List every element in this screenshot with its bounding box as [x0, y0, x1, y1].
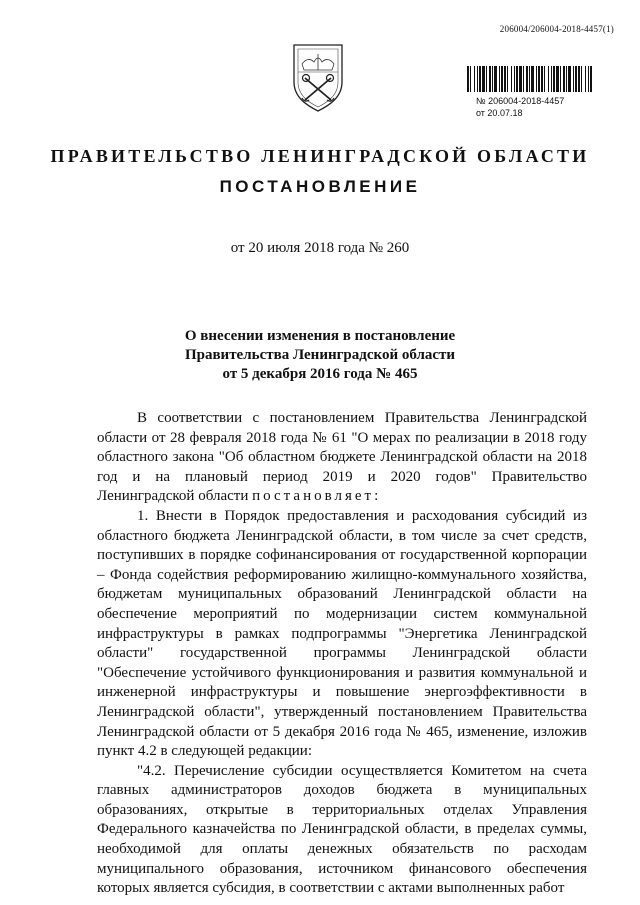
government-title: ПРАВИТЕЛЬСТВО ЛЕНИНГРАДСКОЙ ОБЛАСТИ — [50, 146, 590, 166]
registration-date: от 20.07.18 — [476, 108, 523, 118]
paragraph: "4.2. Перечисление субсидии осуществляется Комитетом на счета главных администраторов доходов бюджета в муниципальных образованиях, открытые в территориальных отделах Управления Федерального казначейства по Ленинградской области, в пределах суммы, необходимой для оплаты денежных обязательств по расходам муниципального образования, источником финансового обеспечения которых является субсидия, в соответствии с актами выполненных работ — [97, 762, 587, 897]
paragraph — [97, 409, 587, 507]
decree-date-number: от 20 июля 2018 года № 260 — [230, 240, 410, 256]
paragraph-text: В соответствии с постановлением Правительства Ленинградской области от 28 февраля 2018 года № 61 "О мерах по реализации в 2018 году областного закона "Об областном бюджете Ленинградской области на 2018 год и на плановый период 2019 и 2020 годов" Правительство Ленинградской области — [97, 410, 587, 505]
paragraph: 1. Внести в Порядок предоставления и расходования субсидий из областного бюджета Ленинградской области, в том числе за счет средств, поступивших в порядке софинансирования от государственной корпорации – Фонда содействия реформированию жилищно-коммунального хозяйства, бюджетам муниципальных образований Ленинградской области на обеспечение мероприятий по модернизации систем коммунальной инфраструктуры в рамках подпрограммы "Энергетика Ленинградской области" государственной программы Ленинградской области "Обеспечение устойчивого функционирования и развития коммунальной и инженерной инфраструктуры и повышение энергоэффективности в Ленинградской области", утвержденный постановлением Правительства Ленинградской области от 5 декабря 2016 года № 465, изменение, изложив пункт 4.2 в следующей редакции: — [97, 507, 587, 760]
leningrad-oblast-coat-of-arms-icon — [288, 42, 348, 114]
document-id: 206004/206004-2018-4457(1) — [499, 24, 614, 34]
registration-number: № 206004-2018-4457 — [476, 96, 565, 106]
subject-line: О внесении изменения в постановление — [184, 328, 456, 344]
subject-line: от 5 декабря 2016 года № 465 — [222, 366, 418, 382]
decree-subject — [0, 327, 640, 384]
decree-title: ПОСТАНОВЛЕНИЕ — [219, 177, 421, 196]
resolves-keyword: постановляет: — [252, 488, 382, 505]
subject-line: Правительства Ленинградской области — [184, 347, 456, 363]
registration-info — [476, 95, 564, 119]
decree-body — [97, 409, 587, 899]
barcode-icon — [467, 66, 595, 92]
